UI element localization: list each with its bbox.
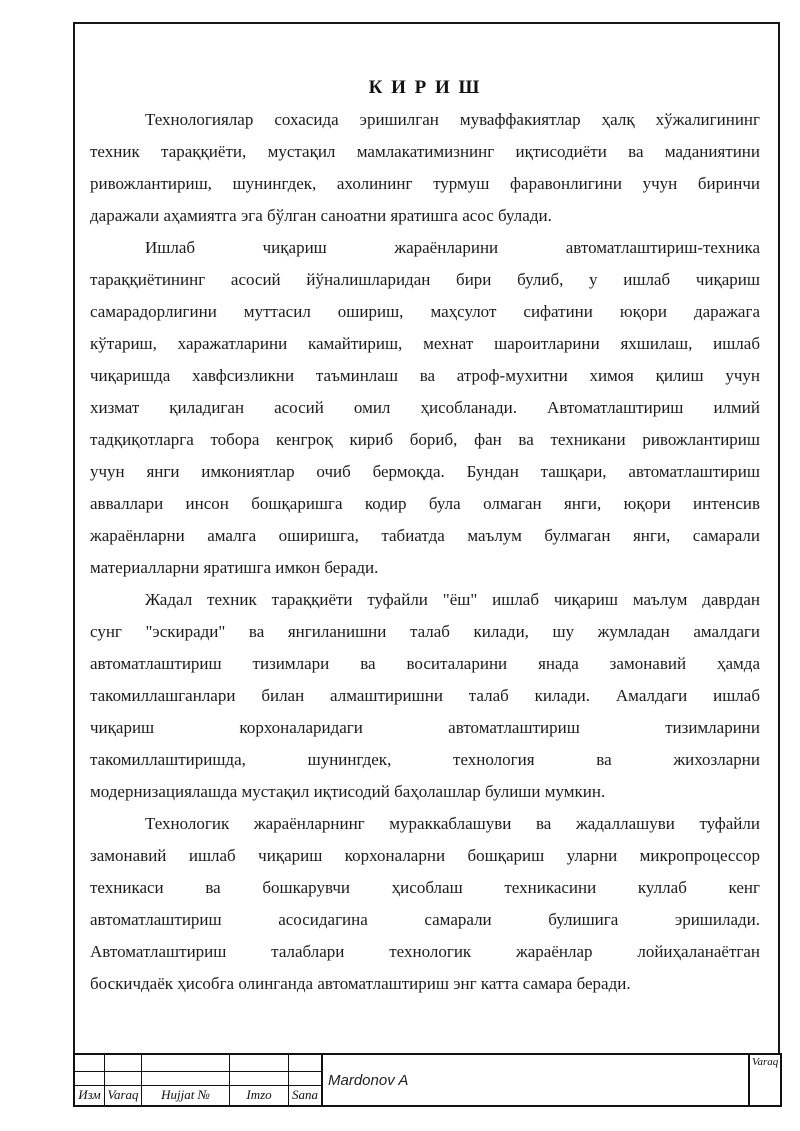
title-block [73,1053,782,1107]
text-line: тараққиётининг асосий йўналишларидан бири булиб, у ишлаб чиқариш [90,270,760,289]
text-line: сунг "эскиради" ва янгиланишни талаб килади, шу жумладан амалдаги [90,622,760,641]
text-line: Технологиялар сохасида эришилган муваффакиятлар ҳалқ хўжалигининг [145,110,760,129]
text-line: автоматлаштириш асосидагина самарали булишига эришилади. [90,910,760,929]
paragraph [90,232,760,584]
paragraph [90,808,760,1000]
document-body [90,104,760,1000]
text-line: замонавий ишлаб чиқариш корхоналарни бошқариш уларни микропроцессор [90,846,760,865]
text-line: Автоматлаштириш талаблари технологик жараёнлар лойиҳаланаётган [90,942,760,961]
stamp-empty-cell [75,1072,105,1086]
text-line: техник тараққиёти, мустақил мамлакатимизнинг иқтисодиёти ва маданиятини [90,142,760,161]
text-line: Технологик жараёнларнинг мураккаблашуви ва жадаллашуви туфайли [145,814,760,833]
text-line: такомиллаштиришда, шунингдек, технология ва жихозларни [90,750,760,769]
sheet-number-cell: Varaq [748,1055,780,1105]
text-line: чиқаришда хавфсизликни таъминлаш ва атроф-мухитни химоя қилиш учун [90,366,760,385]
stamp-label: Varaq [105,1086,142,1105]
text-line: Ишлаб чиқариш жараёнларини автоматлаштириш-техника [145,238,760,257]
text-line: автоматлаштириш тизимлари ва воситаларини янада замонавий ҳамда [90,654,760,673]
stamp-label: Sana [292,1087,318,1102]
text-line: авваллари инсон бошқаришга кодир була олмаган янги, юқори интенсив [90,494,760,513]
text-line: техникаси ва бошкарувчи ҳисоблаш техникасини куллаб кенг [90,878,760,897]
paragraph [90,104,760,232]
document-content [90,72,760,1000]
text-line: чиқариш корхоналаридаги автоматлаштириш тизимларини [90,718,760,737]
stamp-empty-cell [75,1055,105,1072]
stamp-label: Imzo [230,1086,289,1105]
revision-stamp-grid [75,1055,323,1105]
stamp-empty-cell [289,1072,321,1086]
text-line: ривожлантириш, шунингдек, ахолининг турмуш фаравонлигини учун биринчи [90,174,760,193]
stamp-empty-cell [142,1055,230,1072]
page-title: К И Р И Ш [368,77,482,98]
text-line: самарадорлигини муттасил ошириш, маҳсулот сифатини юқори даражага [90,302,760,321]
text-line: кўтариш, харажатларини камайтириш, мехнат шароитларини яхшилаш, ишлаб [90,334,760,353]
stamp-empty-cell [105,1072,142,1086]
stamp-empty-cell [289,1055,321,1072]
stamp-empty-cell [142,1072,230,1086]
text-line: боскичдаёк ҳисобга олинганда автоматлаштириш энг катта самара беради. [90,974,631,993]
text-line: Жадал техник тараққиёти туфайли "ёш" ишлаб чиқариш маълум даврдан [145,590,760,609]
paragraph [90,584,760,808]
stamp-label: Hujjat № [142,1086,230,1105]
stamp-empty-cell [105,1055,142,1072]
text-line: модернизациялашда мустақил иқтисодий баҳолашлар булиши мумкин. [90,782,606,801]
text-line: материалларни яратишга имкон беради. [90,558,379,577]
stamp-label: Изм [75,1086,105,1105]
text-line: учун янги имкониятлар очиб бермоқда. Бундан ташқари, автоматлаштириш [90,462,760,481]
stamp-empty-cell [230,1072,289,1086]
text-line: даражали аҳамиятга эга бўлган саноатни яратишга асос булади. [90,206,552,225]
text-line: тадқиқотларга тобора кенгроқ кириб бориб, фан ва техникани ривожлантириш [90,430,760,449]
text-line: хизмат қиладиган асосий омил ҳисобланади. Автоматлаштириш илмий [90,398,760,417]
stamp-empty-cell [230,1055,289,1072]
text-line: такомиллашганлари билан алмаштиришни талаб килади. Амалдаги ишлаб [90,686,760,705]
author-name: Mardonov A [328,1071,409,1089]
text-line: жараёнларни амалга оширишга, табиатда маълум булмаган янги, самарали [90,526,760,545]
